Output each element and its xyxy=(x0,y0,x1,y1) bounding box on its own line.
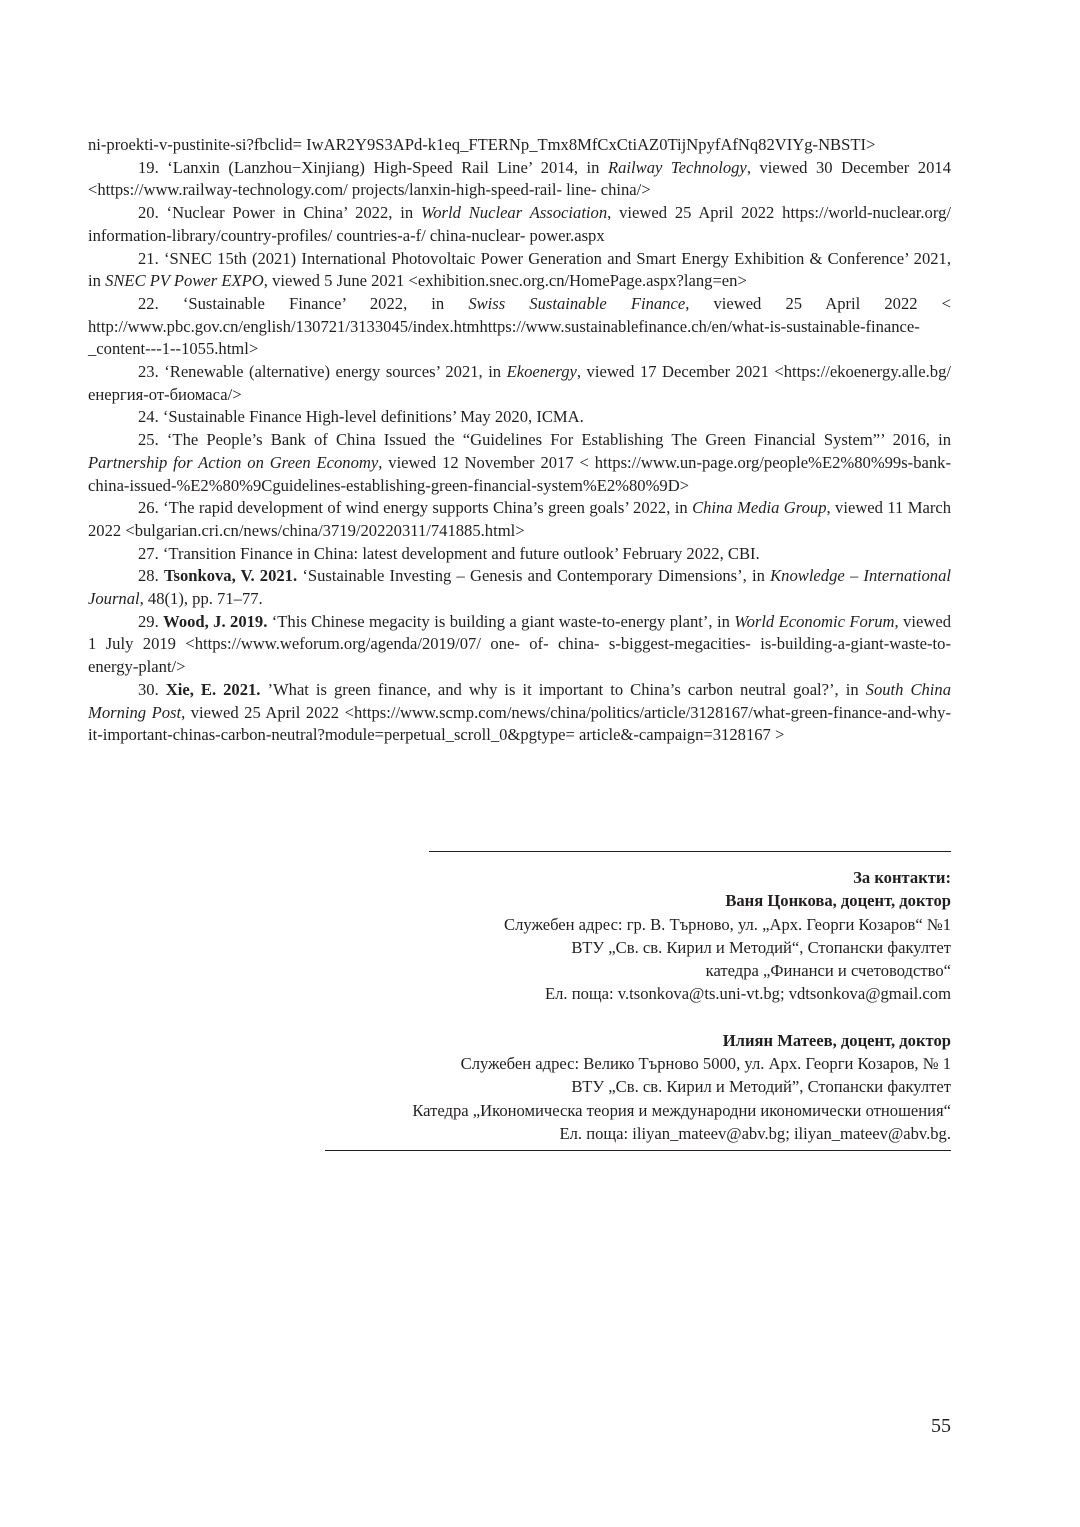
contacts-bottom-rule xyxy=(325,1150,951,1151)
reference-text: 27. ‘Transition Finance in China: latest development and future outlook’ February 2022, CBI. xyxy=(138,543,760,563)
page-number: 55 xyxy=(931,1415,951,1437)
reference-text: viewed 25 April 2022 < http://www.pbc.gov.cn/english/130721/3133045/index.htmhttps://www.sustainablefinance.ch/en/what-is-sustainable-finance-_content---1--1055.html> xyxy=(88,293,951,359)
reference-text: 26. ‘The rapid development of wind energy supports China’s green goals’ 2022, in xyxy=(138,498,693,518)
reference-text: , viewed 30 December 2014 <https://www.railway-technology.com/ projects/lanxin-high-speed-rail- line- china/> xyxy=(88,157,951,200)
reference-text: , viewed 25 April 2022 <https://www.scmp.com/news/china/politics/article/3128167/what-green-finance-and-why-it-important-chinas-carbon-neutral?module=perpetual_scroll_0&pgtype= article&-campaign=3128167 > xyxy=(88,702,951,745)
reference-item xyxy=(88,497,951,542)
reference-text: 25. ‘The People’s Bank of China Issued the “Guidelines For Establishing The Green Financial System”’ 2016, in xyxy=(138,430,951,450)
reference-item xyxy=(88,565,951,610)
reference-author: Tsonkova, V. 2021. xyxy=(163,566,298,586)
reference-text: 20. ‘Nuclear Power in China’ 2022, in xyxy=(138,203,421,223)
reference-item xyxy=(88,406,951,429)
reference-item xyxy=(88,202,951,247)
contacts-spacer xyxy=(311,1006,951,1029)
reference-text: 19. ‘Lanxin (Lanzhou−Xinjiang) High-Speed Rail Line’ 2014, in xyxy=(138,157,608,177)
reference-text: , viewed 1 July 2019 <https://www.weforum.org/agenda/2019/07/ one- of- china- s-biggest-megacities- is-building-a-giant-waste-to-energy-plant/> xyxy=(88,611,952,677)
reference-source-title: SNEC PV Power EXPO xyxy=(105,271,264,291)
reference-item xyxy=(88,611,951,679)
reference-author: Xie, E. 2021. xyxy=(165,679,261,699)
reference-text: , viewed 5 June 2021 <exhibition.snec.org.cn/HomePage.aspx?lang=en> xyxy=(263,271,747,291)
reference-text: 22. ‘Sustainable Finance’ 2022, in xyxy=(138,293,469,313)
reference-item xyxy=(88,429,951,497)
contacts-heading: За контакти: xyxy=(853,868,951,887)
author1-name: Ваня Цонкова, доцент, доктор xyxy=(725,891,951,911)
reference-source-title: World Economic Forum xyxy=(734,611,895,631)
author2-email: Ел. поща: iliyan_mateev@abv.bg; iliyan_mateev@abv.bg. xyxy=(559,1123,951,1143)
reference-text: ni-proekti-v-pustinite-si?fbclid= IwAR2Y9S3APd-k1eq_FTERNp_Tmx8MfCxCtiAZ0TijNpyfAfNq82VIYg-NBSTI> xyxy=(88,135,876,154)
reference-text: 24. ‘Sustainable Finance High-level definitions’ May 2020, ICMA. xyxy=(138,407,584,427)
reference-text: , viewed 12 November 2017 < https://www.un-page.org/people%E2%80%99s-bank-china-issued-%E2%80%9Cguidelines-establishing-green-financial-system%E2%80%9D> xyxy=(88,452,951,495)
author2-address: Служебен адрес: Велико Търново 5000, ул. Арх. Георги Козаров, № 1 xyxy=(460,1054,951,1074)
reference-text: , viewed 25 April 2022 https://world-nuclear.org/ information-library/country-profiles/ countries-a-f/ china-nuclear- power.aspx xyxy=(88,203,951,245)
author1-email: Ел. поща: v.tsonkova@ts.uni-vt.bg; vdtsonkova@gmail.com xyxy=(544,984,951,1004)
reference-source-title: China Media Group xyxy=(692,498,827,518)
reference-item xyxy=(88,679,951,747)
reference-text: 30. xyxy=(138,679,166,699)
reference-source-title: Railway Technology xyxy=(607,157,747,177)
reference-source-title: Swiss Sustainable Finance, xyxy=(468,293,690,313)
reference-source-title: Ekoenergy xyxy=(506,362,577,382)
reference-text: 21. ‘SNEC 15th (2021) International Photovoltaic Power Generation and Smart Energy Exhibition & Conference’ 2021, in xyxy=(88,248,951,291)
reference-list xyxy=(88,134,951,747)
reference-item xyxy=(88,157,951,202)
reference-source-title: Knowledge – International Journal xyxy=(88,566,951,609)
reference-text: , viewed 11 March 2022 <bulgarian.cri.cn/news/china/3719/20220311/741885.html> xyxy=(88,498,952,540)
reference-author: Wood, J. 2019. xyxy=(163,611,268,631)
author1-university: ВТУ „Св. св. Кирил и Методий“, Стопански факултет xyxy=(571,937,951,957)
reference-item xyxy=(88,293,951,361)
reference-item xyxy=(88,361,951,406)
reference-item xyxy=(88,248,951,293)
reference-source-title: South China Morning Post xyxy=(88,679,952,722)
reference-text: , viewed 17 December 2021 <https://ekoenergy.alle.bg/енергия-от-биомаса/> xyxy=(88,362,951,404)
reference-text: 23. ‘Renewable (alternative) energy sources’ 2021, in xyxy=(138,362,507,382)
author2-name: Илиян Матеев, доцент, доктор xyxy=(722,1030,951,1050)
reference-source-title: World Nuclear Association xyxy=(420,203,608,223)
contacts-block xyxy=(311,866,951,1145)
author2-department: Катедра „Икономическа теория и международни икономически отношения“ xyxy=(412,1100,951,1120)
author1-address: Служебен адрес: гр. В. Търново, ул. „Арх. Георги Козаров“ №1 xyxy=(504,914,951,934)
reference-continuation xyxy=(88,134,951,157)
author2-university: ВТУ „Св. св. Кирил и Методий”, Стопански факултет xyxy=(571,1077,951,1097)
contacts-top-rule xyxy=(429,851,951,852)
reference-text: ’What is green finance, and why is it important to China’s carbon neutral goal?’, in xyxy=(260,679,866,699)
reference-text: 29. xyxy=(138,611,164,631)
reference-text: ‘Sustainable Investing – Genesis and Contemporary Dimensions’, in xyxy=(297,566,771,586)
reference-text: 28. xyxy=(138,566,164,586)
reference-text: ‘This Chinese megacity is building a giant waste-to-energy plant’, in xyxy=(267,611,735,631)
reference-item xyxy=(88,543,951,566)
reference-text: , 48(1), pp. 71–77. xyxy=(139,589,263,609)
author1-department: катедра „Финанси и счетоводство“ xyxy=(705,961,951,981)
reference-source-title: Partnership for Action on Green Economy xyxy=(88,452,379,472)
